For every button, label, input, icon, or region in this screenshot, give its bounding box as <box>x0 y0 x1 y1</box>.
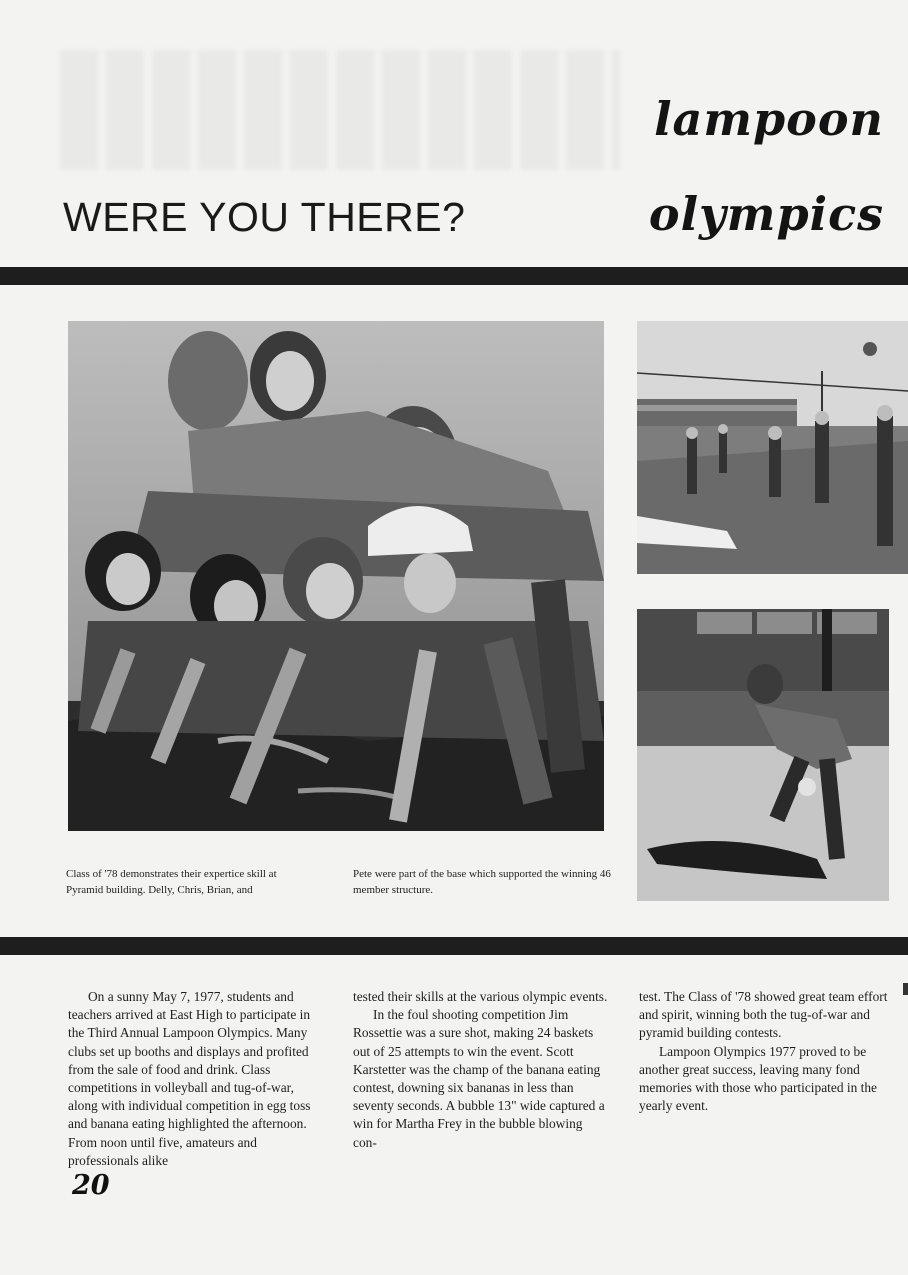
middle-divider-bar <box>0 937 908 955</box>
article-paragraph: On a sunny May 7, 1977, students and teachers arrived at East High to participate in the Third Annual Lampoon Olympics. Many clubs set up booths and displays and profited from the sale of food and drink. Class competitions in volleyball and tug-of-war, along with individual competition in egg toss and banana eating highlighted the afternoon. From noon until five, amateurs and professionals alike <box>68 989 311 1168</box>
bleed-through-shadow <box>60 50 620 170</box>
article-column-3 <box>639 988 895 1115</box>
article-column-1 <box>68 988 324 1170</box>
article-column-2 <box>353 988 609 1152</box>
article-paragraph: test. The Class of '78 showed great team effort and spirit, winning both the tug-of-war and pyramid building contests. <box>639 989 888 1041</box>
brand-title-line1: lampoon <box>654 92 884 146</box>
egg-toss-photo <box>637 609 889 901</box>
pyramid-building-photo <box>68 321 604 831</box>
page-headline: WERE YOU THERE? <box>63 194 466 240</box>
top-divider-bar <box>0 267 908 285</box>
brand-title-line2: olympics <box>648 187 884 241</box>
article-paragraph: Lampoon Olympics 1977 proved to be another great success, leaving many fond memories with those who participated in the yearly event. <box>639 1043 877 1114</box>
photo-caption-part2: Pete were part of the base which supported the winning 46 member structure. <box>353 868 611 896</box>
page-edge-mark <box>903 983 908 995</box>
photo-caption-part1: Class of '78 demonstrates their expertice skill at Pyramid building. Delly, Chris, Brian, and <box>66 868 277 896</box>
volleyball-photo <box>637 321 908 574</box>
article-paragraph: tested their skills at the various olympic events. <box>353 989 608 1004</box>
page-number: 20 <box>72 1170 110 1201</box>
article-paragraph: In the foul shooting competition Jim Rossettie was a sure shot, making 24 baskets out of 25 attempts to win the event. Scott Karstetter was the champ of the banana eating contest, downing six bananas in less than seventy seconds. A bubble 13" wide captured a win for Martha Frey in the bubble blowing con- <box>353 1007 605 1150</box>
